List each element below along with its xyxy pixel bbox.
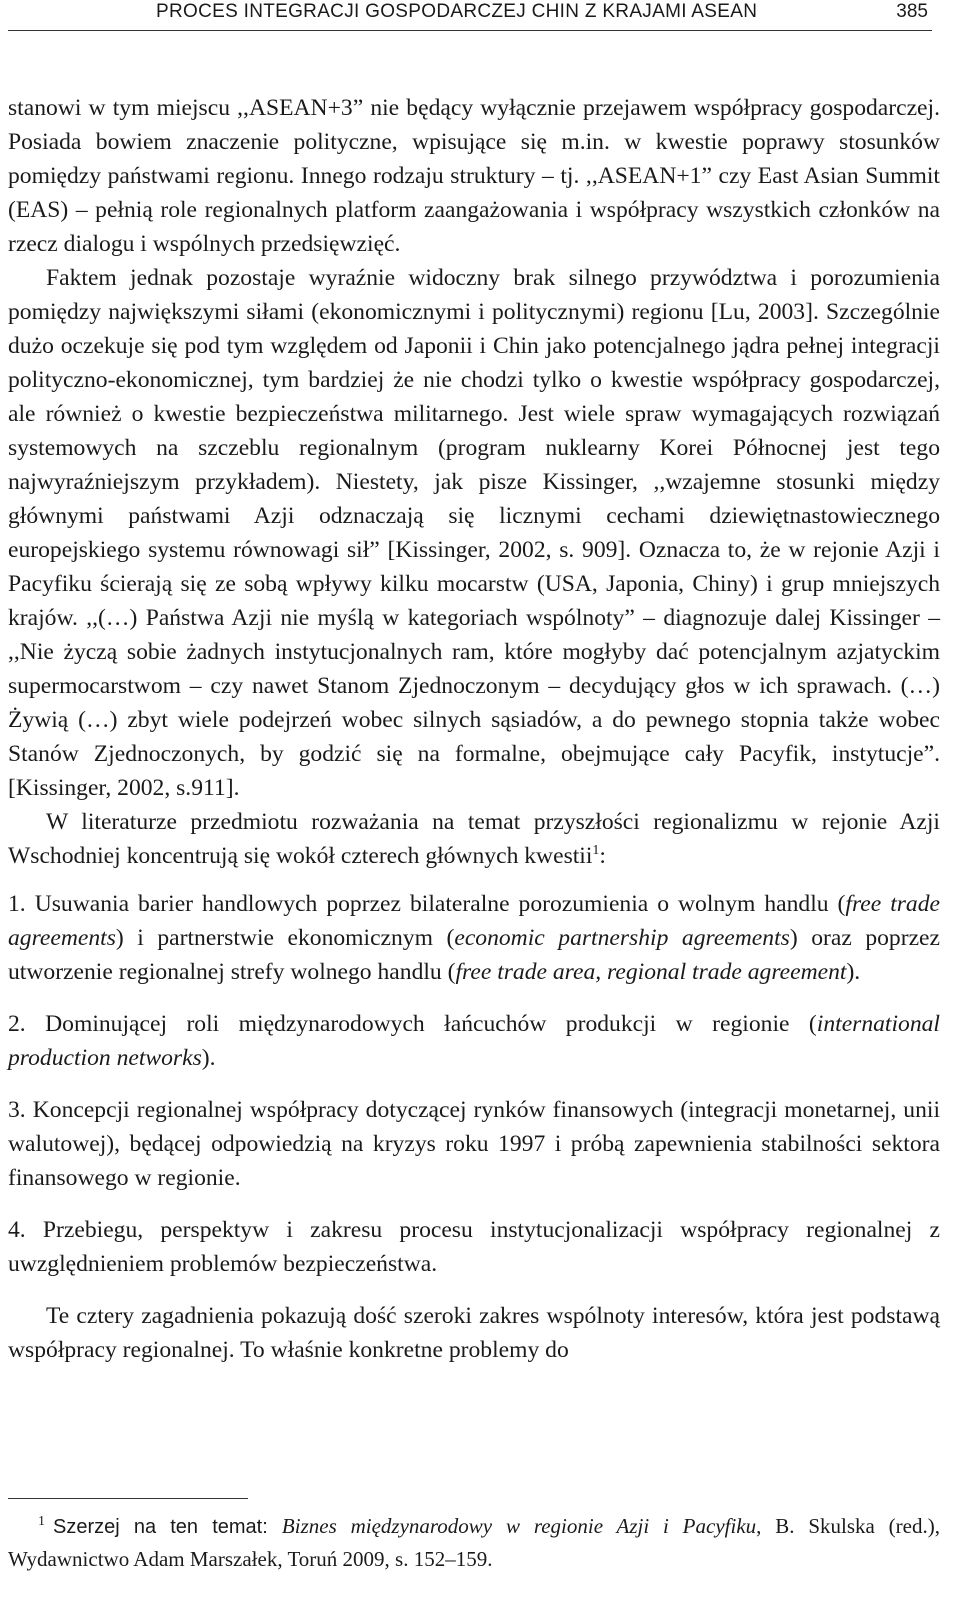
list-item: [8, 887, 940, 989]
list-item-number: 2.: [8, 1011, 46, 1037]
paragraph-text: W literaturze przedmiotu rozważania na temat przyszłości regionalizmu w rejonie Azji Wschodniej koncentrują się wokół czterech głównych kwestii: [8, 809, 940, 869]
list-item-text: ) i partnerstwie ekonomicznym (: [115, 925, 455, 951]
list-item-term: free trade agreements: [8, 891, 941, 951]
numbered-list: [8, 887, 940, 1281]
list-item-number: 1.: [8, 891, 35, 917]
footnote-lead: Szerzej na ten temat:: [53, 1516, 282, 1538]
list-item-text: Przebiegu, perspektyw i zakresu procesu instytucjonalizacji współpracy regionalnej z uwzględnieniem problemów bezpieczeństwa.: [8, 1217, 941, 1277]
running-header: [8, 0, 932, 31]
list-item-text: ) oraz poprzez utworzenie regionalnej strefy wolnego handlu (: [8, 925, 940, 985]
list-item-text: Usuwania barier handlowych poprzez bilateralne porozumienia o wolnym handlu (: [34, 891, 846, 917]
footnote-rule: [8, 1498, 248, 1499]
page-number: 385: [896, 1, 928, 22]
paragraph-end: :: [599, 843, 606, 869]
list-item-number: 3.: [8, 1097, 33, 1123]
footnote: [8, 1510, 940, 1575]
running-title: PROCES INTEGRACJI GOSPODARCZEJ CHIN Z KRAJAMI ASEAN: [156, 1, 758, 22]
footnote-number: 1: [38, 1514, 45, 1529]
body-text: [8, 91, 940, 1367]
list-item-text: ).: [201, 1045, 216, 1071]
footnote-title: Biznes międzynarodowy w regionie Azji i Pacyfiku: [281, 1514, 757, 1538]
list-item-number: 4.: [8, 1217, 43, 1243]
footnote-rest: , B. Skulska (red.), Wydawnictwo Adam Marszałek, Toruń 2009, s. 152–159.: [8, 1514, 940, 1571]
list-item: [8, 1093, 940, 1195]
list-item-text: Dominującej roli międzynarodowych łańcuchów produkcji w regionie (: [45, 1011, 817, 1037]
footnote-reference[interactable]: 1: [592, 843, 600, 859]
paragraph: Faktem jednak pozostaje wyraźnie widoczny brak silnego przywództwa i porozumienia pomiędzy największymi siłami (ekonomicznymi i politycznymi) regionu [Lu, 2003]. Szczególnie dużo oczekuje się pod tym względem od Japonii i Chin jako potencjalnego jądra pełnej integracji polityczno-ekonomicznej, tym bardziej że nie chodzi tylko o kwestie współpracy gospodarczej, ale również o kwestie bezpieczeństwa militarnego. Jest wiele spraw wymagających rozwiązań systemowych na szczeblu regionalnym (program nuklearny Korei Północnej jest tego najwyraźniejszym przykładem). Niestety, jak pisze Kissinger, ,,wzajemne stosunki między głównymi państwami Azji odznaczają się licznymi cechami dziewiętnastowiecznego europejskiego systemu równowagi sił” [Kissinger, 2002, s. 909]. Oznacza to, że w rejonie Azji i Pacyfiku ścierają się ze sobą wpływy kilku mocarstw (USA, Japonia, Chiny) i grup mniejszych krajów. ,,(…) Państwa Azji nie myślą w kategoriach wspólnoty” – diagnozuje dalej Kissinger – ,,Nie życzą sobie żadnych instytucjonalnych ram, które mogłyby dać potencjalnym azjatyckim supermocarstwom – czy nawet Stanom Zjednoczonym – decydujący głos w ich sprawach. (…) Żywią (…) zbyt wiele podejrzeń wobec silnych sąsiadów, a do pewnego stopnia także wobec Stanów Zjednoczonych, by godzić się na formalne, obejmujące cały Pacyfik, instytucje”. [Kissinger, 2002, s.911].: [8, 265, 940, 801]
list-item-term: international production networks: [8, 1011, 940, 1071]
list-item-term: economic partnership agreements: [454, 925, 790, 951]
list-item: [8, 1007, 940, 1075]
paragraph: [8, 805, 940, 873]
list-item-text: ).: [846, 959, 861, 985]
list-item-term: free trade area, regional trade agreement: [455, 959, 847, 985]
list-item: [8, 1213, 940, 1281]
list-item-text: Koncepcji regionalnej współpracy dotyczącej rynków finansowych (integracji monetarnej, unii walutowej), będącej odpowiedzią na kryzys roku 1997 i próbą zapewnienia stabilności sektora finansowego w regionie.: [8, 1097, 940, 1191]
paragraph: stanowi w tym miejscu ,,ASEAN+3” nie będący wyłącznie przejawem współpracy gospodarczej. Posiada bowiem znaczenie polityczne, wpisujące się m.in. w kwestie poprawy stosunków pomiędzy państwami regionu. Innego rodzaju struktury – tj. ,,ASEAN+1” czy East Asian Summit (EAS) – pełnią role regionalnych platform zaangażowania i współpracy wszystkich członków na rzecz dialogu i wspólnych przedsięwzięć.: [8, 95, 940, 257]
paragraph: Te cztery zagadnienia pokazują dość szeroki zakres wspólnoty interesów, która jest podstawą współpracy regionalnej. To właśnie konkretne problemy do: [8, 1303, 940, 1363]
